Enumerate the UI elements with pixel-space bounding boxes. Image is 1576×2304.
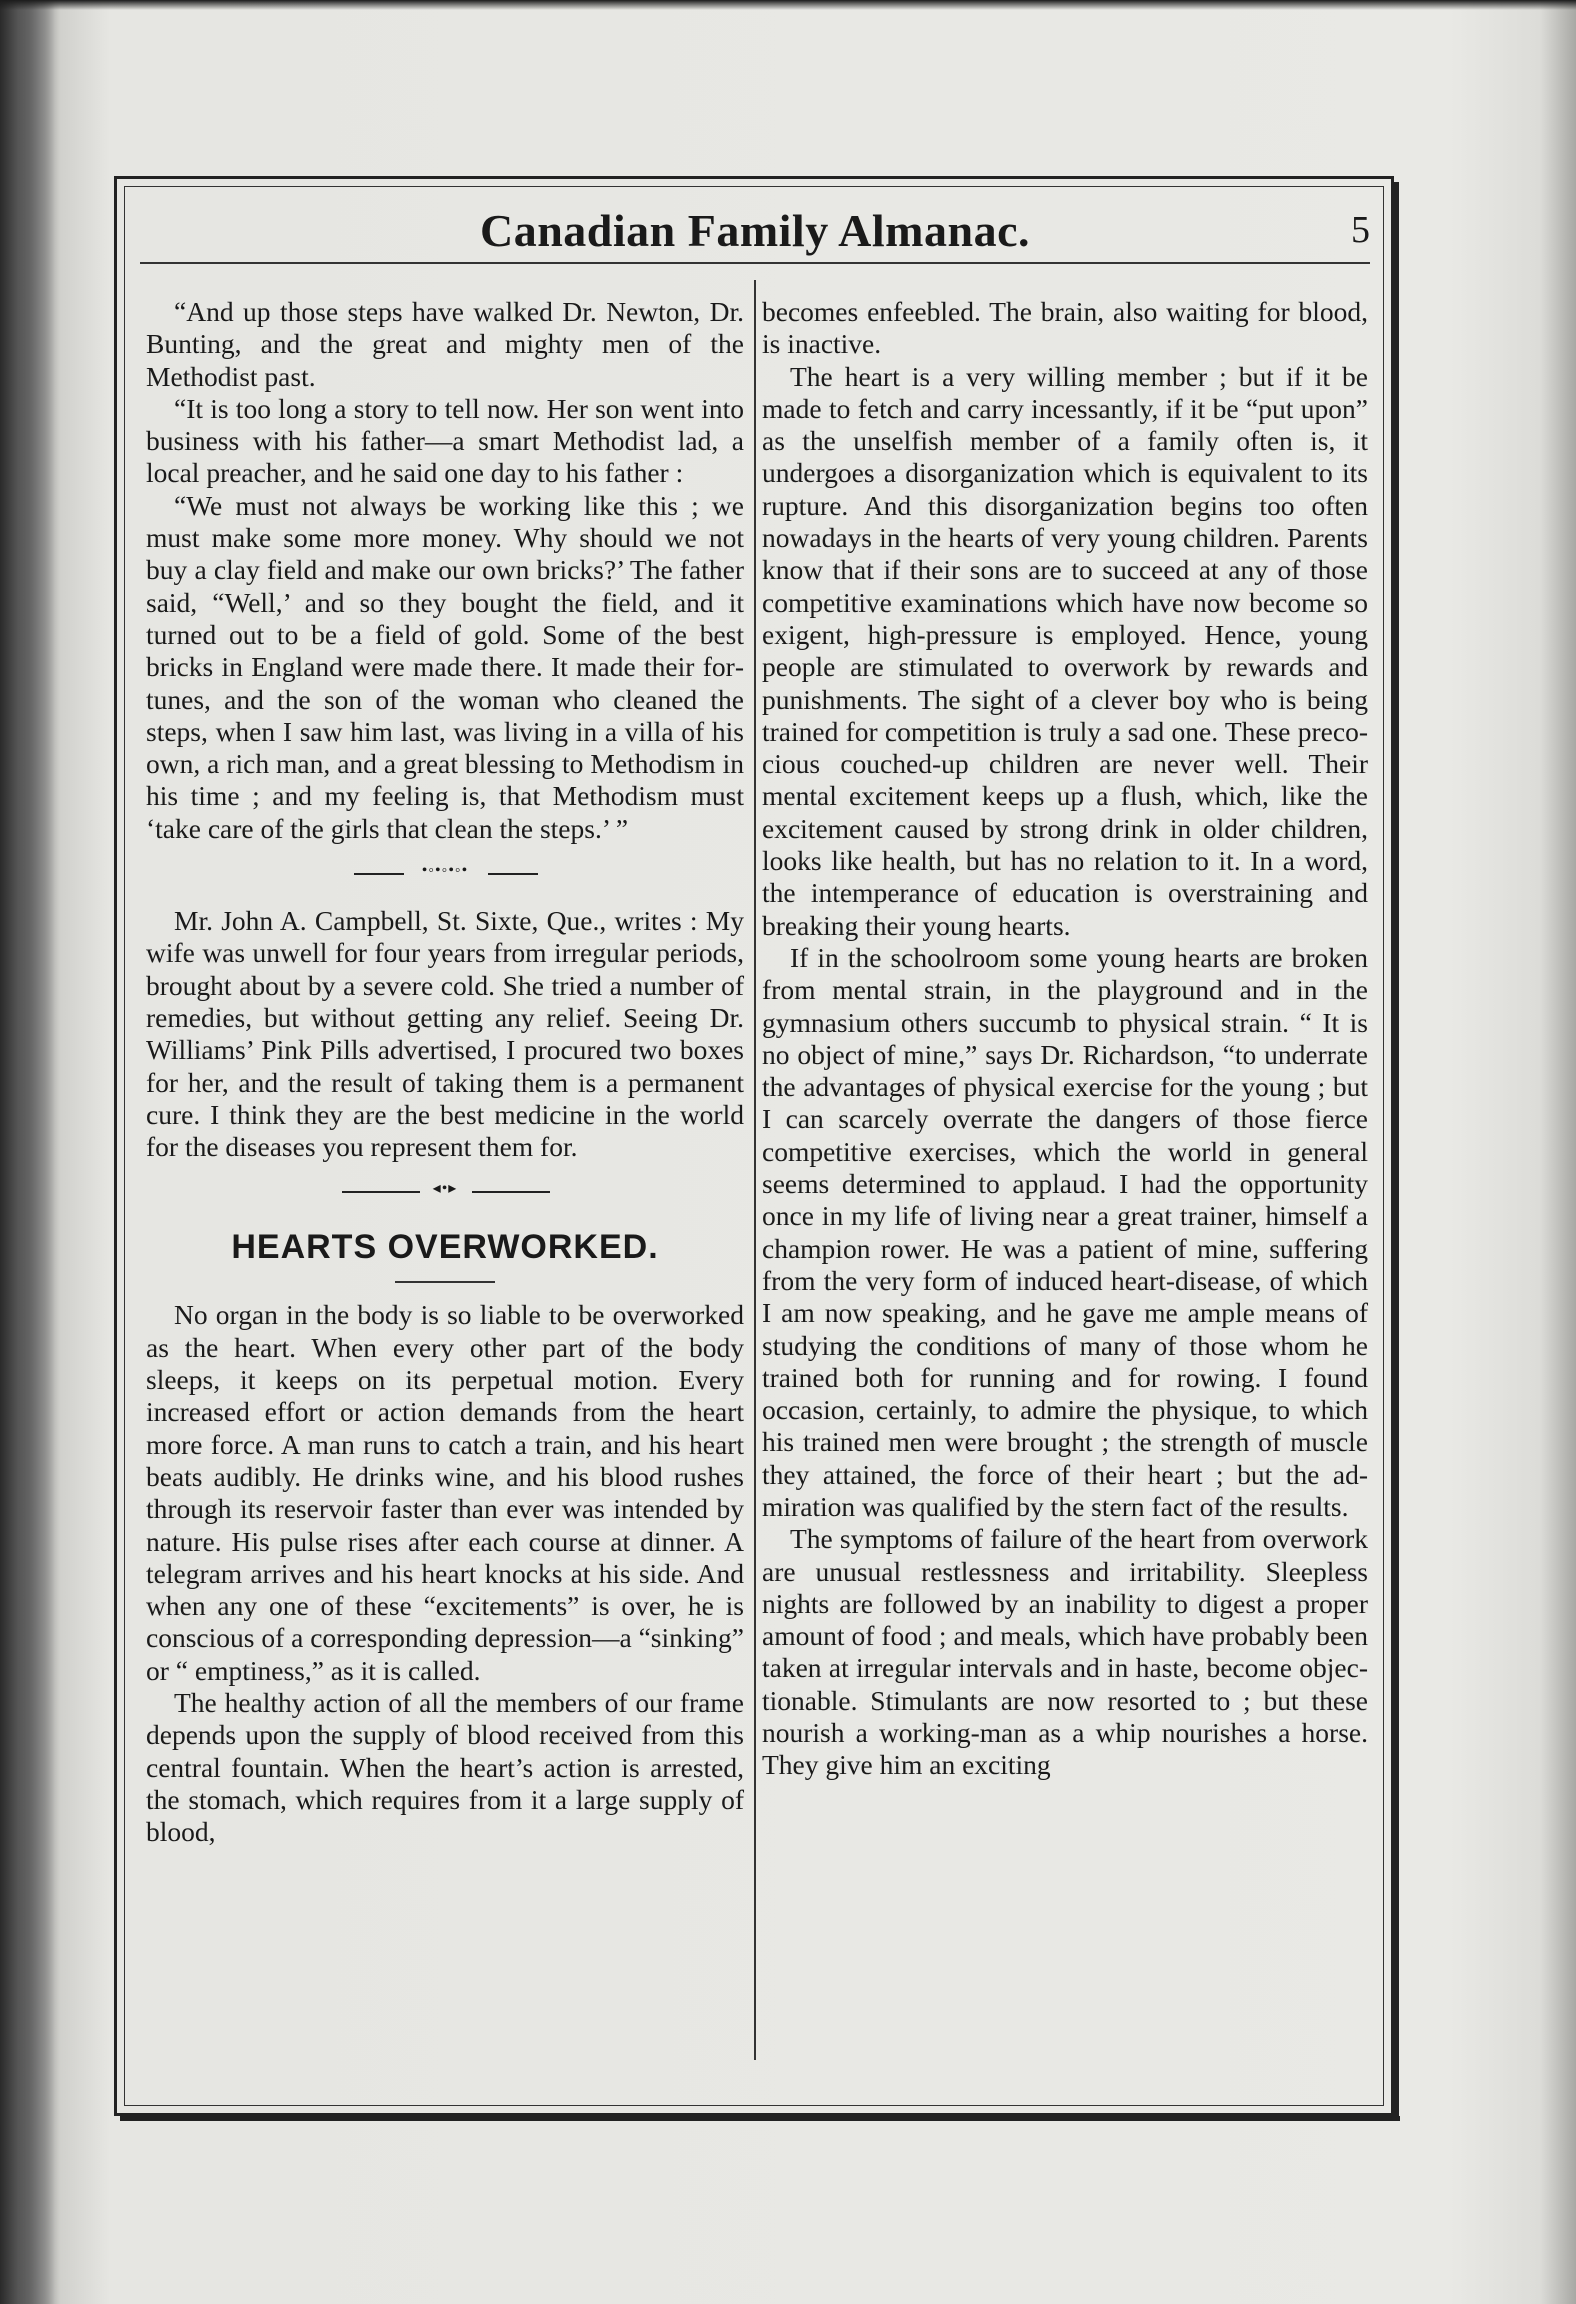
left-column <box>146 296 744 1848</box>
paragraph: Mr. John A. Campbell, St. Sixte, Que., writes : My wife was unwell for four years from irregular periods, brought about by a severe cold. She tried a number of remedies, but without getting any relief. Seeing Dr. Williams’ Pink Pills advertised, I procured two boxes for her, and the result of taking them is a permanent cure. I think they are the best medicine in the world for the diseases you represent them for. <box>146 905 744 1163</box>
paragraph: If in the schoolroom some young hearts are broken from mental strain, in the playground and in the gymnasium others succumb to physical strain. “ It is no object of mine,” says Dr. Richardson, “to underrate the advantages of physical exercise for the young ; but I can scarcely overrate the dangers of those fierce competitive exercises, which the world in general seems determined to applaud. I had the opportunity once in my life of living near a great trainer, himself a champion rower. He was a patient of mine, suffering from the very form of induced heart-disease, of which I am now speaking, and he gave me ample means of studying the conditions of many of those whom he trained both for running and for rowing. I found occasion, certainly, to admire the physique, to which his trained men were brought ; the strength of muscle they attained, the force of their heart ; but the admiration was qualified by the stern fact of the results. <box>762 941 1368 1522</box>
spine-shadow <box>0 0 55 2304</box>
running-title: Canadian Family Almanac. <box>479 205 1030 256</box>
heading-rule <box>395 1281 495 1283</box>
paragraph: “It is too long a story to tell now. Her son went into business with his father—a smart Methodist lad, a local preacher, and he said one day to his father : <box>146 392 744 489</box>
paragraph: The healthy action of all the members of our frame depends upon the supply of blood received from this central fountain. When the heart’s action is arrested, the stomach, which requires from it a large supply of blood, <box>146 1686 744 1848</box>
frame-shadow-bottom <box>120 2116 1400 2121</box>
paragraph: “We must not always be working like this ; we must make some more money. Why should we not buy a clay field and make our own bricks?’ The father said, “Well,’ and so they bought the field, and it turned out to be a field of gold. Some of the best bricks in England were made there. It made their fortunes, and the son of the woman who cleaned the steps, when I saw him last, was living in a villa of his own, a rich man, and a great blessing to Methodism in his time ; and my feeling is, that Methodism must ‘take care of the girls that clean the steps.’ ” <box>146 489 744 844</box>
paragraph: becomes enfeebled. The brain, also waiting for blood, is inactive. <box>762 296 1368 360</box>
column-divider <box>754 280 756 2060</box>
top-edge-shadow <box>0 0 1576 10</box>
paragraph: The symptoms of failure of the heart from overwork are unusual restlessness and irritability. Sleepless nights are followed by an inability to digest a proper amount of food ; and meals, which have probably been taken at irregular intervals and in haste, become objectionable. Stimulants are now resorted to ; but these nourish a working-man as a whip nourishes a horse. They give him an exciting <box>762 1523 1368 1781</box>
section-heading: HEARTS OVERWORKED. <box>231 1228 659 1267</box>
ornament-dots: •◦•◦•◦• <box>421 862 469 880</box>
paragraph: “And up those steps have walked Dr. Newton, Dr. Bunting, and the great and mighty men of the Methodist past. <box>146 296 744 392</box>
ornament-arrows: ◂•▸ <box>432 1180 458 1198</box>
running-header <box>140 204 1370 262</box>
page-number: 5 <box>1351 209 1370 251</box>
paragraph: No organ in the body is so liable to be overworked as the heart. When every other part of the body sleeps, it keeps on its perpetual motion. Every increased effort or action demands from the heart more force. A man runs to catch a train, and his heart beats audibly. He drinks wine, and his blood rushes through its reservoir faster than ever was intended by nature. His pulse rises after each course at dinner. A telegram arrives and his heart knocks at his side. And when any one of these “excitements” is over, he is conscious of a corresponding depression—a “sinking” or “ emptiness,” as it is called. <box>146 1299 744 1686</box>
header-rule <box>140 262 1370 264</box>
right-column <box>762 296 1368 1782</box>
section-divider-ornament <box>146 1163 744 1223</box>
section-divider-ornament <box>146 845 744 905</box>
frame-shadow-right <box>1394 182 1399 2120</box>
paragraph: The heart is a very willing member ; but if it be made to fetch and carry incessantly, if it be “put upon” as the unselfish member of a family often is, it undergoes a disorganization which is equivalent to its rupture. And this disorganization begins too often nowadays in the hearts of very young children. Parents know that if their sons are to succeed at any of those competitive examinations which have now become so exigent, high-pressure is employed. Hence, young people are stimulated to overwork by rewards and punishments. The sight of a clever boy who is being trained for competition is truly a sad one. These precocious couched-up children are never well. Their mental excitement keeps up a flush, which, like the excitement caused by strong drink in older children, looks like health, but has no relation to it. In a word, the intemperance of education is overstraining and breaking their young hearts. <box>762 360 1368 941</box>
